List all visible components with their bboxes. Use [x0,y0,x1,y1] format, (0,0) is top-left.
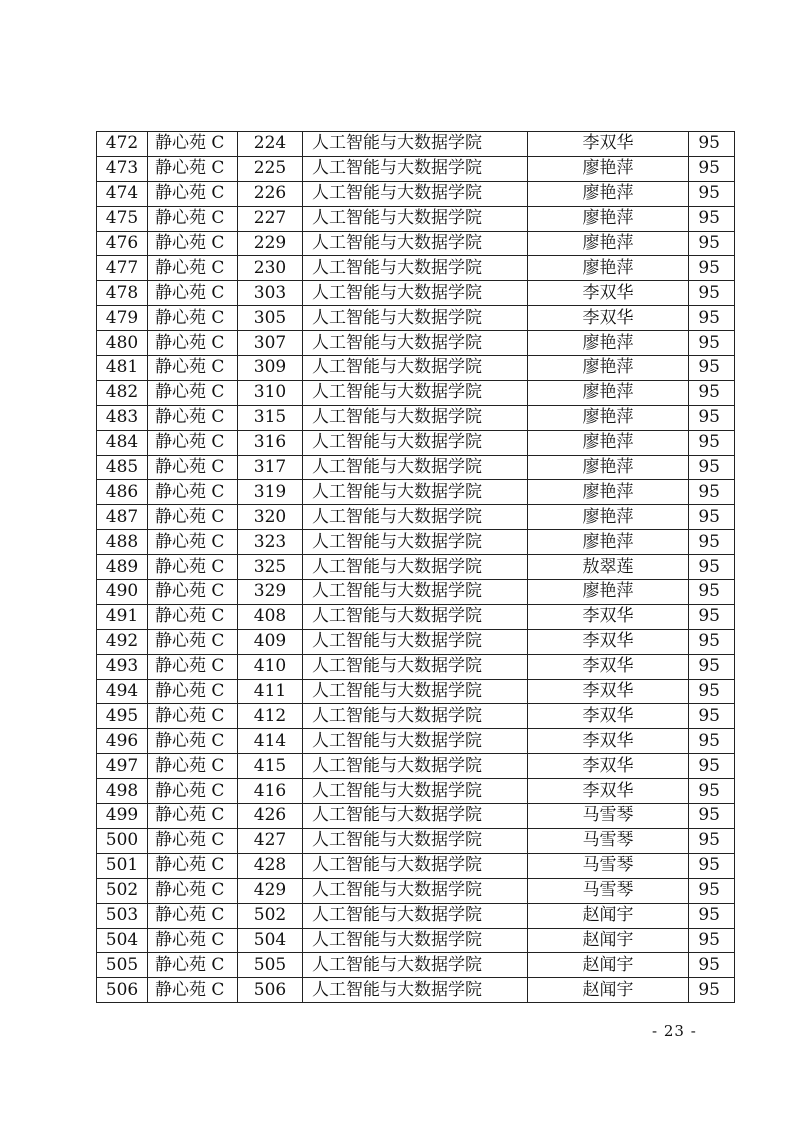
building-cell: 静心苑 C [148,231,238,256]
building-cell: 静心苑 C [148,978,238,1003]
row-number-cell: 487 [97,505,148,530]
college-cell: 人工智能与大数据学院 [303,604,528,629]
room-cell: 408 [238,604,303,629]
table-row [97,505,735,530]
room-cell: 415 [238,754,303,779]
row-number-cell: 506 [97,978,148,1003]
supervisor-cell: 赵闻宇 [528,903,689,928]
room-cell: 505 [238,953,303,978]
row-number-cell: 480 [97,331,148,356]
building-cell: 静心苑 C [148,505,238,530]
college-cell: 人工智能与大数据学院 [303,629,528,654]
supervisor-cell: 马雪琴 [528,878,689,903]
supervisor-cell: 廖艳萍 [528,480,689,505]
college-cell: 人工智能与大数据学院 [303,306,528,331]
college-cell: 人工智能与大数据学院 [303,679,528,704]
table-row [97,256,735,281]
score-cell: 95 [689,604,735,629]
room-cell: 303 [238,281,303,306]
row-number-cell: 489 [97,555,148,580]
table-row [97,156,735,181]
building-cell: 静心苑 C [148,779,238,804]
table-row [97,480,735,505]
room-cell: 502 [238,903,303,928]
room-cell: 427 [238,828,303,853]
score-cell: 95 [689,405,735,430]
building-cell: 静心苑 C [148,928,238,953]
score-cell: 95 [689,480,735,505]
table-row [97,654,735,679]
table-row [97,206,735,231]
supervisor-cell: 李双华 [528,704,689,729]
building-cell: 静心苑 C [148,281,238,306]
supervisor-cell: 廖艳萍 [528,430,689,455]
row-number-cell: 502 [97,878,148,903]
building-cell: 静心苑 C [148,953,238,978]
supervisor-cell: 廖艳萍 [528,231,689,256]
score-cell: 95 [689,704,735,729]
score-cell: 95 [689,878,735,903]
college-cell: 人工智能与大数据学院 [303,480,528,505]
score-cell: 95 [689,356,735,381]
supervisor-cell: 马雪琴 [528,804,689,829]
score-cell: 95 [689,629,735,654]
building-cell: 静心苑 C [148,380,238,405]
room-cell: 428 [238,853,303,878]
table-row [97,580,735,605]
table-row [97,729,735,754]
table-row [97,679,735,704]
row-number-cell: 486 [97,480,148,505]
college-cell: 人工智能与大数据学院 [303,156,528,181]
supervisor-cell: 廖艳萍 [528,331,689,356]
supervisor-cell: 李双华 [528,729,689,754]
table-row [97,555,735,580]
room-cell: 226 [238,181,303,206]
building-cell: 静心苑 C [148,878,238,903]
building-cell: 静心苑 C [148,654,238,679]
college-cell: 人工智能与大数据学院 [303,779,528,804]
building-cell: 静心苑 C [148,604,238,629]
row-number-cell: 504 [97,928,148,953]
table-row [97,754,735,779]
building-cell: 静心苑 C [148,804,238,829]
score-cell: 95 [689,181,735,206]
table-row [97,704,735,729]
room-cell: 315 [238,405,303,430]
room-cell: 230 [238,256,303,281]
row-number-cell: 503 [97,903,148,928]
table-row [97,331,735,356]
supervisor-cell: 李双华 [528,679,689,704]
table-row [97,231,735,256]
supervisor-cell: 马雪琴 [528,828,689,853]
row-number-cell: 484 [97,430,148,455]
room-cell: 506 [238,978,303,1003]
building-cell: 静心苑 C [148,729,238,754]
college-cell: 人工智能与大数据学院 [303,430,528,455]
room-cell: 426 [238,804,303,829]
college-cell: 人工智能与大数据学院 [303,206,528,231]
score-cell: 95 [689,978,735,1003]
table-row [97,356,735,381]
page-number: - 23 - [652,1022,697,1040]
row-number-cell: 497 [97,754,148,779]
table-row [97,878,735,903]
building-cell: 静心苑 C [148,356,238,381]
room-cell: 429 [238,878,303,903]
row-number-cell: 483 [97,405,148,430]
score-cell: 95 [689,729,735,754]
college-cell: 人工智能与大数据学院 [303,132,528,157]
score-cell: 95 [689,555,735,580]
score-cell: 95 [689,231,735,256]
college-cell: 人工智能与大数据学院 [303,804,528,829]
building-cell: 静心苑 C [148,331,238,356]
college-cell: 人工智能与大数据学院 [303,505,528,530]
supervisor-cell: 李双华 [528,604,689,629]
row-number-cell: 495 [97,704,148,729]
supervisor-cell: 马雪琴 [528,853,689,878]
college-cell: 人工智能与大数据学院 [303,405,528,430]
table-row [97,853,735,878]
supervisor-cell: 廖艳萍 [528,505,689,530]
dormitory-score-table [96,131,735,1003]
room-cell: 409 [238,629,303,654]
row-number-cell: 500 [97,828,148,853]
supervisor-cell: 李双华 [528,654,689,679]
building-cell: 静心苑 C [148,132,238,157]
score-cell: 95 [689,505,735,530]
supervisor-cell: 廖艳萍 [528,356,689,381]
table-row [97,978,735,1003]
table-row [97,828,735,853]
score-cell: 95 [689,580,735,605]
room-cell: 224 [238,132,303,157]
supervisor-cell: 廖艳萍 [528,530,689,555]
college-cell: 人工智能与大数据学院 [303,580,528,605]
college-cell: 人工智能与大数据学院 [303,231,528,256]
table-row [97,380,735,405]
college-cell: 人工智能与大数据学院 [303,181,528,206]
building-cell: 静心苑 C [148,629,238,654]
room-cell: 307 [238,331,303,356]
college-cell: 人工智能与大数据学院 [303,530,528,555]
row-number-cell: 505 [97,953,148,978]
building-cell: 静心苑 C [148,754,238,779]
table-row [97,928,735,953]
room-cell: 504 [238,928,303,953]
building-cell: 静心苑 C [148,903,238,928]
supervisor-cell: 廖艳萍 [528,455,689,480]
row-number-cell: 475 [97,206,148,231]
table-row [97,903,735,928]
row-number-cell: 498 [97,779,148,804]
room-cell: 316 [238,430,303,455]
building-cell: 静心苑 C [148,679,238,704]
score-cell: 95 [689,331,735,356]
college-cell: 人工智能与大数据学院 [303,654,528,679]
table-row [97,430,735,455]
building-cell: 静心苑 C [148,306,238,331]
row-number-cell: 491 [97,604,148,629]
supervisor-cell: 赵闻宇 [528,978,689,1003]
score-cell: 95 [689,530,735,555]
row-number-cell: 496 [97,729,148,754]
building-cell: 静心苑 C [148,405,238,430]
room-cell: 309 [238,356,303,381]
table-body [97,132,735,1003]
row-number-cell: 501 [97,853,148,878]
row-number-cell: 478 [97,281,148,306]
table-row [97,629,735,654]
row-number-cell: 488 [97,530,148,555]
room-cell: 412 [238,704,303,729]
room-cell: 227 [238,206,303,231]
building-cell: 静心苑 C [148,530,238,555]
college-cell: 人工智能与大数据学院 [303,853,528,878]
score-cell: 95 [689,306,735,331]
supervisor-cell: 李双华 [528,779,689,804]
building-cell: 静心苑 C [148,704,238,729]
supervisor-cell: 廖艳萍 [528,156,689,181]
table-row [97,953,735,978]
supervisor-cell: 李双华 [528,132,689,157]
building-cell: 静心苑 C [148,580,238,605]
college-cell: 人工智能与大数据学院 [303,331,528,356]
building-cell: 静心苑 C [148,828,238,853]
score-cell: 95 [689,256,735,281]
table-row [97,530,735,555]
room-cell: 319 [238,480,303,505]
supervisor-cell: 赵闻宇 [528,953,689,978]
building-cell: 静心苑 C [148,455,238,480]
row-number-cell: 490 [97,580,148,605]
score-cell: 95 [689,779,735,804]
score-cell: 95 [689,853,735,878]
building-cell: 静心苑 C [148,555,238,580]
score-cell: 95 [689,380,735,405]
room-cell: 325 [238,555,303,580]
college-cell: 人工智能与大数据学院 [303,380,528,405]
row-number-cell: 473 [97,156,148,181]
row-number-cell: 474 [97,181,148,206]
supervisor-cell: 敖翠莲 [528,555,689,580]
score-cell: 95 [689,132,735,157]
room-cell: 416 [238,779,303,804]
college-cell: 人工智能与大数据学院 [303,281,528,306]
supervisor-cell: 李双华 [528,629,689,654]
table-row [97,132,735,157]
room-cell: 411 [238,679,303,704]
supervisor-cell: 廖艳萍 [528,580,689,605]
college-cell: 人工智能与大数据学院 [303,729,528,754]
score-cell: 95 [689,455,735,480]
row-number-cell: 492 [97,629,148,654]
room-cell: 305 [238,306,303,331]
room-cell: 320 [238,505,303,530]
supervisor-cell: 李双华 [528,754,689,779]
row-number-cell: 485 [97,455,148,480]
college-cell: 人工智能与大数据学院 [303,978,528,1003]
table-row [97,779,735,804]
table-row [97,804,735,829]
building-cell: 静心苑 C [148,156,238,181]
room-cell: 317 [238,455,303,480]
row-number-cell: 499 [97,804,148,829]
supervisor-cell: 廖艳萍 [528,405,689,430]
row-number-cell: 494 [97,679,148,704]
building-cell: 静心苑 C [148,206,238,231]
room-cell: 410 [238,654,303,679]
building-cell: 静心苑 C [148,480,238,505]
row-number-cell: 472 [97,132,148,157]
supervisor-cell: 廖艳萍 [528,256,689,281]
table-row [97,281,735,306]
college-cell: 人工智能与大数据学院 [303,704,528,729]
row-number-cell: 493 [97,654,148,679]
row-number-cell: 482 [97,380,148,405]
score-cell: 95 [689,679,735,704]
room-cell: 414 [238,729,303,754]
building-cell: 静心苑 C [148,853,238,878]
score-cell: 95 [689,828,735,853]
score-cell: 95 [689,430,735,455]
college-cell: 人工智能与大数据学院 [303,754,528,779]
college-cell: 人工智能与大数据学院 [303,555,528,580]
room-cell: 329 [238,580,303,605]
building-cell: 静心苑 C [148,181,238,206]
table-row [97,405,735,430]
college-cell: 人工智能与大数据学院 [303,356,528,381]
score-cell: 95 [689,156,735,181]
supervisor-cell: 廖艳萍 [528,380,689,405]
row-number-cell: 476 [97,231,148,256]
room-cell: 310 [238,380,303,405]
table-row [97,604,735,629]
supervisor-cell: 赵闻宇 [528,928,689,953]
building-cell: 静心苑 C [148,256,238,281]
row-number-cell: 477 [97,256,148,281]
table-row [97,306,735,331]
row-number-cell: 479 [97,306,148,331]
score-cell: 95 [689,206,735,231]
score-cell: 95 [689,953,735,978]
college-cell: 人工智能与大数据学院 [303,953,528,978]
table-row [97,455,735,480]
score-cell: 95 [689,654,735,679]
college-cell: 人工智能与大数据学院 [303,903,528,928]
college-cell: 人工智能与大数据学院 [303,256,528,281]
score-cell: 95 [689,804,735,829]
college-cell: 人工智能与大数据学院 [303,828,528,853]
row-number-cell: 481 [97,356,148,381]
supervisor-cell: 廖艳萍 [528,181,689,206]
room-cell: 229 [238,231,303,256]
score-cell: 95 [689,281,735,306]
room-cell: 323 [238,530,303,555]
supervisor-cell: 廖艳萍 [528,206,689,231]
building-cell: 静心苑 C [148,430,238,455]
table-row [97,181,735,206]
score-cell: 95 [689,903,735,928]
college-cell: 人工智能与大数据学院 [303,878,528,903]
room-cell: 225 [238,156,303,181]
supervisor-cell: 李双华 [528,306,689,331]
score-cell: 95 [689,754,735,779]
college-cell: 人工智能与大数据学院 [303,928,528,953]
college-cell: 人工智能与大数据学院 [303,455,528,480]
score-cell: 95 [689,928,735,953]
supervisor-cell: 李双华 [528,281,689,306]
